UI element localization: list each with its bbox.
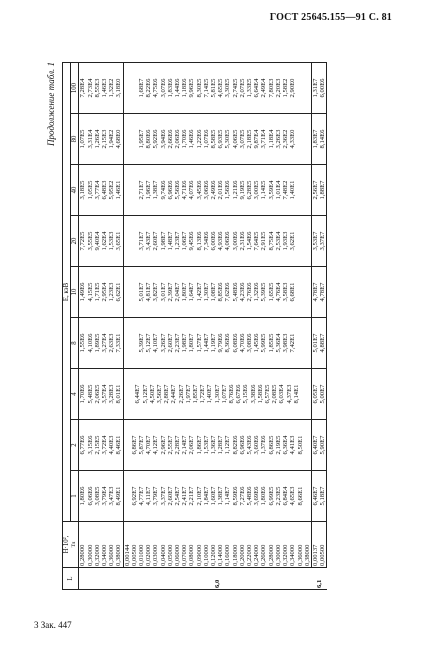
value-column: 7,28E4 2,73E4 8,55E3 1,46E3 1,32E2 3,18E0 [79,63,123,114]
value-column: 1,83E7 8,14E6 [311,114,326,165]
energy-header-row [71,63,79,590]
value-column: 6,05E7 5,00E7 [311,369,326,420]
h-unit: Тл [71,541,78,548]
value-column: 1,68E7 8,22E6 4,75E6 3,07E6 1,83E6 1,44E6 1,18E6 9,96E5 8,30E5 7,14E5 5,81E5 4,65E5 3,30E5 2,74E5 2,07E5 1,33E5 6,64E4 2,49E4 7,80E3 2,20E3 1,58E2 2,90E0 [123,63,311,114]
value-column: 4,78E7 4,78E7 [311,267,326,318]
value-column: 1,31E7 6,00E6 [311,63,326,114]
value-column: 1,55E6 4,10E6 1,89E5 3,27E4 2,63E3 7,33E1 [79,318,123,369]
value-column: 1,07E5 3,31E4 1,26E4 2,15E3 1,94E2 4,68E0 [79,114,123,165]
h-values: 0,00144 0,00500 0,01000 0,02000 0,03000 0,04000 0,05000 0,06000 0,07000 0,08000 0,09000 0,10000 0,12000 0,14000 0,16000 0,18000 0,20000 0,22000 0,24000 0,26000 0,28000 0,30000 0,32000 0,34000 0,36000 0,38000 [123,522,311,568]
value-column: 2,56E7 1,88E7 [311,165,326,216]
energy-header: 4 [71,369,79,420]
energy-header: 40 [71,165,79,216]
table-section [311,63,326,590]
h-values: 0,28000 0,30000 0,32000 0,34000 0,36000 0,38000 [79,522,123,568]
rotated-table-area [46,62,416,590]
energy-header: 80 [71,114,79,165]
value-column: 3,71E7 3,43E7 2,60E7 1,98E7 1,48E7 1,23E7 1,06E7 9,45E6 8,13E6 7,34E6 6,00E6 4,93E6 4,06E6 3,00E6 2,31E6 1,54E6 7,64E5 2,91E5 8,75E4 2,53E4 1,93E3 3,62E1 [123,216,311,267]
energy-header: 8 [71,318,79,369]
value-column: 6,40E7 5,90E7 [311,420,326,471]
table-section [79,63,123,590]
value-column: 1,95E7 8,80E6 5,92E6 3,94E6 2,66E6 2,06E6 1,70E6 1,46E6 1,22E6 1,07E6 8,58E5 6,93E5 5,30E5 4,06E5 3,07E5 2,18E5 9,87E4 3,71E4 1,18E4 3,26E3 2,36E2 4,33E0 [123,114,311,165]
table-section [123,63,311,590]
continuation-caption: Продолжение табл. 1 [46,62,56,146]
page-footer: 3 Зак. 447 [34,620,72,630]
value-column: 1,70E6 5,48E5 2,06E5 3,57E4 3,28E3 8,01E1 [79,369,123,420]
value-column: 6,46E7 5,18E7 [311,471,326,522]
l-header: L [63,568,79,590]
value-column: 6,92E7 4,77E7 4,11E7 3,79E7 3,37E7 2,60E7 2,54E7 2,41E7 2,21E7 2,10E7 1,84E7 1,60E7 1,38E7 1,14E7 8,59E6 7,27E6 5,48E6 3,69E6 1,80E6 6,99E5 2,23E5 6,84E4 4,65E3 8,66E1 [123,471,311,522]
h-header [63,522,79,568]
value-column: 1,49E6 4,15E5 1,71E5 2,95E4 1,23E3 6,62E1 [79,267,123,318]
l-value: 6,1 [311,568,326,590]
value-column: 6,86E7 5,87E7 4,70E7 4,12E7 2,96E7 2,55E7 2,28E7 2,14E7 2,06E7 1,86E7 1,53E7 1,36E7 1,28E7 1,12E7 8,82E6 6,96E6 5,43E6 3,60E6 1,37E6 6,86E5 2,19E5 6,36E4 4,41E3 8,50E1 [123,420,311,471]
value-column: 6,44E7 5,12E7 4,50E7 3,56E7 2,88E7 2,44E7 2,26E7 1,97E7 1,85E7 1,72E7 1,40E7 1,30E7 1,07E7 8,76E6 6,67E6 5,15E6 3,38E6 1,58E6 6,57E5 2,08E5 6,03E4 4,37E3 8,14E1 [123,369,311,420]
energy-header: 100 [71,63,79,114]
data-table [62,62,327,590]
energy-header: 20 [71,216,79,267]
page-header: ГОСТ 25645.155—91 С. 81 [269,12,392,23]
l-value [79,568,123,590]
value-column: 6,77E6 3,15E6 2,15E5 3,72E4 4,40E3 8,46E1 [79,420,123,471]
h-values: 0,00137 0,00500 [311,522,326,568]
energy-header: 1 [71,471,79,522]
value-column: 1,80E6 6,06E6 3,08E5 3,79E4 3,47E3 8,49E1 [79,471,123,522]
rotated-content [46,62,416,590]
value-column: 7,72E5 3,55E5 9,40E4 1,62E4 1,53E3 3,65E1 [79,216,123,267]
value-column: 3,53E7 3,37E7 [311,216,326,267]
value-column: 5,39E7 5,12E7 4,10E7 3,26E7 2,60E7 2,23E7 1,98E7 1,80E7 1,57E7 1,44E7 1,19E7 9,79E6 8,36E6 6,08E6 4,70E6 3,08E6 1,45E6 5,99E5 1,85E5 5,36E4 3,98E3 7,42E1 [123,318,311,369]
l-value: 6,0 [123,568,311,590]
value-column: 5,01E7 4,81E7 3,82E7 3,01E7 2,39E7 2,04E7 1,80E7 1,64E7 1,42E7 1,30E7 1,08E7 8,85E6 7,62E6 5,48E6 4,23E6 2,76E6 1,32E6 5,39E5 1,65E5 4,76E4 3,58E3 6,68E1 [123,267,311,318]
h-label: H·10², [63,535,70,554]
energy-header: 2 [71,420,79,471]
energy-header: 10 [71,267,79,318]
value-column: 3,18E5 1,05E5 3,77E4 6,48E3 5,95E2 1,46E1 [79,165,123,216]
table-body [79,63,327,590]
value-column: 5,01E7 4,88E7 [311,318,326,369]
value-column: 2,71E7 1,96E7 1,38E7 9,74E6 6,96E6 5,56E6 4,71E6 4,07E6 3,45E6 3,06E6 2,49E6 2,01E6 1,56E6 1,21E6 9,19E5 6,28E5 3,00E5 1,14E5 3,59E4 1,01E4 7,48E2 1,40E1 [123,165,311,216]
energy-group-header: E, кэВ [63,63,71,522]
